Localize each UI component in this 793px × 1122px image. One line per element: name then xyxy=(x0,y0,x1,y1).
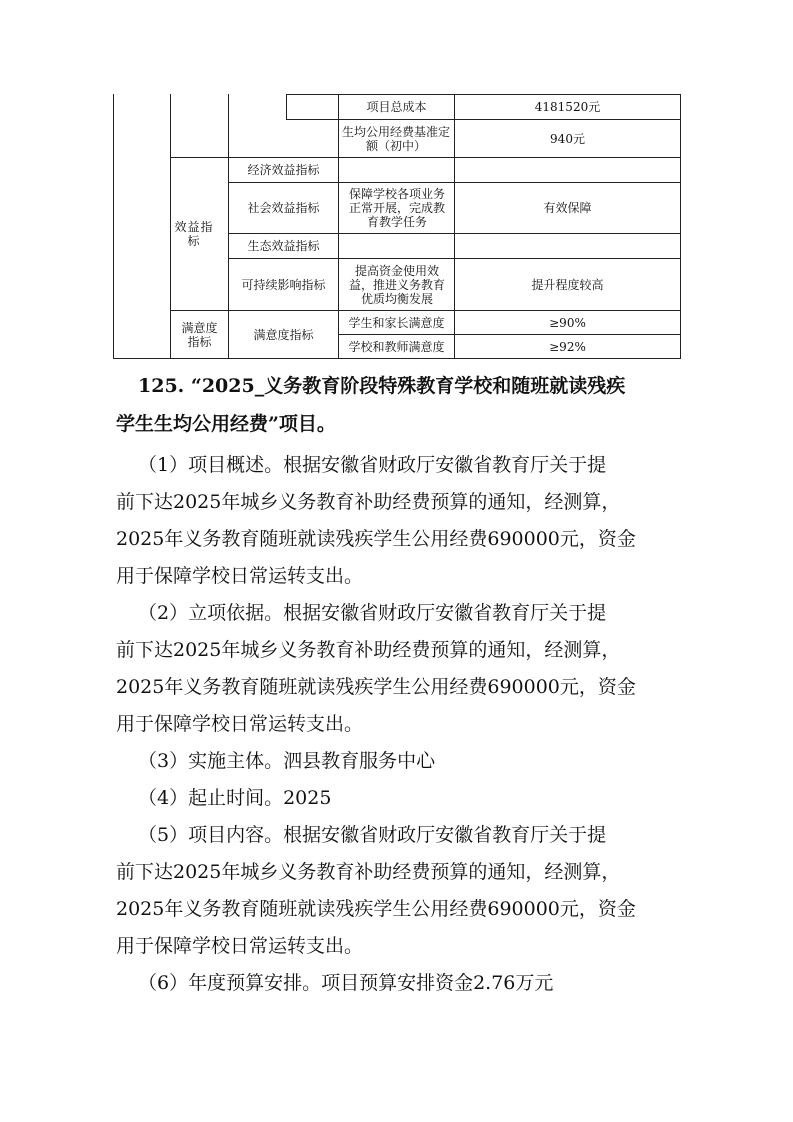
sub-indicator-cell: 满意度指标 xyxy=(253,327,314,342)
indicator-table xyxy=(0,0,793,360)
benefit-category-cell: 效益指标 xyxy=(174,220,214,248)
paragraph-line: （1）项目概述。根据安徽省财政厅安徽省教育厅关于提 xyxy=(138,454,607,476)
indicator-cell: 项目总成本 xyxy=(366,100,427,114)
value-cell: ≥90% xyxy=(549,315,586,330)
indicator-cell: 生均公用经费基准定额（初中） xyxy=(342,124,451,153)
indicator-cell: 学校和教师满意度 xyxy=(348,339,445,354)
paragraph-line: （3）实施主体。泗县教育服务中心 xyxy=(138,750,436,772)
paragraph-line: 前下达2025年城乡义务教育补助经费预算的通知，经测算， xyxy=(116,861,621,883)
paragraph-line: 用于保障学校日常运转支出。 xyxy=(116,565,364,587)
table-rule xyxy=(680,94,681,359)
sub-indicator-cell: 经济效益指标 xyxy=(247,163,320,177)
sub-indicator-cell: 社会效益指标 xyxy=(247,201,320,215)
section-heading: 125. “2025_义务教育阶段特殊教育学校和随班就读残疾 xyxy=(138,375,626,397)
indicator-cell: 提高资金使用效益，推进义务教育优质均衡发展 xyxy=(348,263,445,306)
indicator-cell: 保障学校各项业务正常开展，完成教育教学任务 xyxy=(348,187,445,229)
sub-indicator-cell: 可持续影响指标 xyxy=(241,277,326,292)
paragraph-line: （5）项目内容。根据安徽省财政厅安徽省教育厅关于提 xyxy=(138,824,607,846)
paragraph-line: 前下达2025年城乡义务教育补助经费预算的通知，经测算， xyxy=(116,639,621,661)
value-cell: ≥92% xyxy=(549,339,586,354)
paragraph-line: （2）立项依据。根据安徽省财政厅安徽省教育厅关于提 xyxy=(138,602,607,624)
value-cell: 4181520元 xyxy=(534,100,601,114)
table-rule xyxy=(170,94,171,359)
table-rule xyxy=(286,94,287,120)
section-heading: 学生生均公用经费”项目。 xyxy=(116,413,336,435)
paragraph-line: （4）起止时间。2025 xyxy=(138,787,332,809)
paragraph-line: 2025年义务教育随班就读残疾学生公用经费690000元，资金 xyxy=(116,676,636,698)
table-rule xyxy=(113,358,681,359)
indicator-cell: 学生和家长满意度 xyxy=(348,315,445,330)
paragraph-line: （6）年度预算安排。项目预算安排资金2.76万元 xyxy=(138,972,554,994)
paragraph-line: 用于保障学校日常运转支出。 xyxy=(116,935,364,957)
value-cell: 提升程度较高 xyxy=(531,277,604,292)
satisfaction-category-cell: 满意度指标 xyxy=(181,320,218,349)
paragraph-line: 2025年义务教育随班就读残疾学生公用经费690000元，资金 xyxy=(116,898,636,920)
table-rule xyxy=(113,94,114,359)
value-cell: 有效保障 xyxy=(543,201,592,215)
paragraph-line: 2025年义务教育随班就读残疾学生公用经费690000元，资金 xyxy=(116,528,636,550)
paragraph-line: 用于保障学校日常运转支出。 xyxy=(116,713,364,735)
value-cell: 940元 xyxy=(550,131,585,146)
sub-indicator-cell: 生态效益指标 xyxy=(247,239,320,253)
paragraph-line: 前下达2025年城乡义务教育补助经费预算的通知，经测算， xyxy=(116,491,621,513)
